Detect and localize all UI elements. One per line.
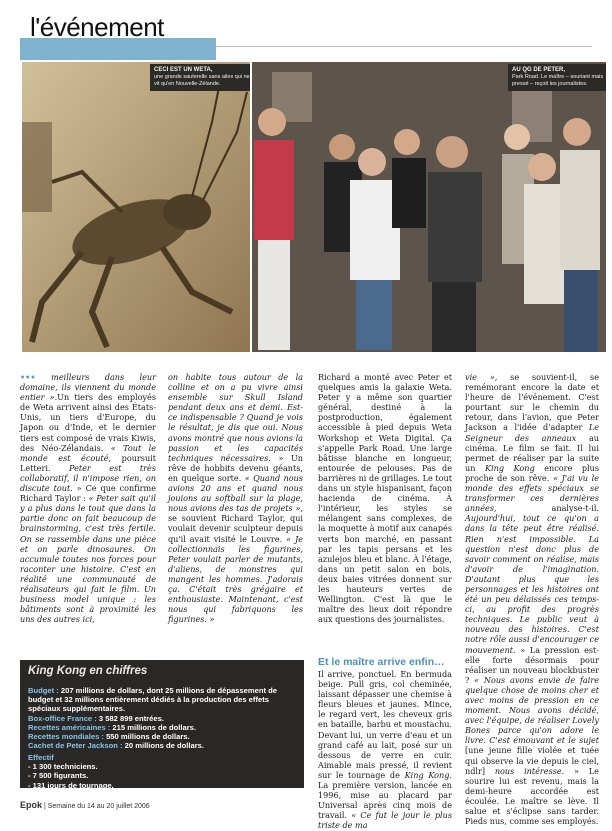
box-figures-list xyxy=(28,686,298,750)
article-column-1 xyxy=(20,372,156,624)
box-line: Cachet de Peter Jackson : 20 millions de dollars. xyxy=(28,741,204,751)
weta-insect-illustration xyxy=(22,62,250,352)
text-segment: King Kong. xyxy=(404,769,452,780)
text-segment: « Ce fut le jour le plus triste de ma xyxy=(318,810,452,831)
effectif-item: - 1 300 techniciens. xyxy=(28,762,98,772)
group-photo xyxy=(252,62,606,352)
issue-date: Semaine du 14 au 20 juillet 2006 xyxy=(47,803,150,810)
text-segment: Un tiers des employés de Weta arrivent ainsi des États-Unis, un tiers d'Europe, du Japon ou d'Inde, et le dernier tiers est composé de vrais Kiwis, des Néo-Zélandais. xyxy=(20,392,157,453)
header-rule xyxy=(216,46,592,47)
group-caption-title: AU QG DE PETER, xyxy=(512,67,566,73)
text-segment: Richard a monté avec Peter et quelques amis la galaxie Weta. Peter y a même son quartier général, destiné à la postproduction, également accessible à pied depuis Weta Workshop et Weta Digital. Ça s'appelle Park Road. Une large bâtisse blanche en longueur, entourée de pelouses. Pas de barrières ni de grillages. Le tout dans un style hispanisant, façon hacienda de cinéma. À l'intérieur, les styles se mélangent sans complexes, de la moquette à motif aux canapés verts bon marché, en passant par les tapis persans et les azulejos bleu et blanc. À l'étage, dans un petit salon en bois, deux baies vitrées donnent sur les hauteurs vertes de Wellington. C'est là que le maître des lieux doit répondre aux questions des journalistes. xyxy=(318,372,452,625)
group-caption-text: Park Road. Le maître – souriant mais pressé – reçoit les journalistes. xyxy=(512,74,604,87)
text-segment: Il arrive, ponctuel. En bermuda beige. Pull gris, col cheminée, laissant dépasser une chemise à fleurs bleues et jaunes. Mince, le regard vert, les cheveux gris en bataille, barbu et moustachu. Devant lui, un verre d'eau et un grand café au lait, posé sur un dessous de verre en cuir. Aimable mais pressé, il revient sur le tournage de xyxy=(318,669,452,780)
text-segment: encore plus proche de son rêve. xyxy=(465,462,599,483)
text-segment: « Je collectionnais les figurines, Peter voulait parler de mutants, d'aliens, de monstres qui mangent les hommes. J'adorais ça. C'était très grégaire et enthousiaste. Maintenant, c'est nous qui fabriquons les figurines. » xyxy=(168,533,303,625)
weta-caption xyxy=(150,64,250,91)
box-line: Budget : 207 millions de dollars, dont 25 millions de dépassement de budget et 32 millions entièrement dédiés à la production des effets spéciaux supplémentaires. xyxy=(28,686,277,714)
text-segment: « Tout le monde est écouté, xyxy=(20,442,156,463)
weta-caption-title: CECI EST UN WETA, xyxy=(154,67,213,73)
text-segment: La première version, lancée en 1996, mise au placard par Universal après cinq mois de travail. xyxy=(318,780,452,821)
effectif-item: - 7 500 figurants. xyxy=(28,771,89,781)
weta-photo xyxy=(22,62,250,352)
subheading: Et le maître arrive enfin… xyxy=(318,656,445,668)
box-title: King Kong en chiffres xyxy=(28,665,148,677)
text-segment: » Un rêve de hobbits devenu géants, en quelque sorte. xyxy=(168,452,303,483)
box-effectif xyxy=(28,753,114,790)
weta-caption-text: une grande sauterelle sans ailes qui ne vit qu'en Nouvelle-Zélande. xyxy=(154,74,250,87)
text-segment: Aujourd'hui, tout ce qu'on a dans la tête peut être réalisé. Rien n'est impossible. La question n'est donc plus de savoir comment on réalise, mais d'avoir de l'imagination. D'autant plus que les personnages et les histoires ont été un peu délaissés ces temps-ci, au profit des progrès techniques. Le public veut à nouveau des histoires. C'est notre rôle aussi d'encourager ce mouvement. xyxy=(465,513,599,655)
box-line: Recettes américaines : 215 millions de dollars. xyxy=(28,722,196,732)
text-segment: Le Seigneur des anneaux xyxy=(465,422,599,443)
article-column-4 xyxy=(465,372,599,826)
text-segment: poursuit Letteri. xyxy=(20,452,156,473)
king-kong-figures-box xyxy=(20,660,304,788)
effectif-item: - 131 jours de tournage. xyxy=(28,780,114,790)
text-segment: nous intéresse. xyxy=(494,765,575,776)
text-segment: » Le sourire lui est revenu, mais la demi-heure accordée est écoulée. Le maître se lève. Il salue et s'éclipse sans tarder. Pieds nus, comme ses employés. xyxy=(465,765,599,827)
box-line: Recettes mondiales : 550 millions de dollars. xyxy=(28,732,190,742)
page-footer: Epok | Semaine du 14 au 20 juillet 2006 xyxy=(20,800,150,810)
text-segment: « J'ai vu le monde des effets spéciaux se transformer ces dernières années, xyxy=(465,472,599,514)
effectif-label: Effectif xyxy=(28,753,54,762)
text-segment: « Peter sait qu'il y a plus dans le tout que dans la partie donc on fait beaucoup de brainstorming, c'est très fertile. On se rassemble dans une pièce et on parle dinosaures. On accumule toutes nos forces pour raconter une histoire. C'est en réalité une communauté de réalisateurs qui fait le film. Un business model unique : les bâtiments sont à proximité les uns des autres ici, xyxy=(20,493,156,625)
article-column-2 xyxy=(168,372,303,624)
text-segment: on habite tous autour de la colline et on a pu vivre ainsi ensemble sur Skull Island pendant deux ans et demi. Est-ce indispensable ? Quand je vois le résultat, je dis que oui. Nous avons montré que nous avions la passion et les capacités techniques nécessaires. xyxy=(168,372,303,463)
text-segment: » Ce que confirme Richard Taylor : xyxy=(20,483,156,504)
text-segment: « Nous avons envie de faire quelque chose de moins cher et avec moins de pression en ce moment. Nous avons décidé, avec l'équipe, de réaliser Lovely Bones parce qu'on adore le livre. C'est émouvant et le sujet xyxy=(465,674,599,746)
article-column-3 xyxy=(318,372,452,624)
lead-bullets: ••• xyxy=(20,372,52,382)
section-title: l'événement xyxy=(30,12,164,42)
text-segment: vie », xyxy=(465,372,511,382)
text-segment: analyse-t-il. xyxy=(551,503,599,514)
text-segment: [une jeune fille violée et tuée qui observe la vie depuis le ciel, ndlr] xyxy=(465,745,599,776)
text-segment: » La pression est-elle forte désormais pour réaliser un nouveau blockbuster ? xyxy=(465,644,600,685)
text-segment: meilleurs dans leur domaine, ils viennent du monde entier ». xyxy=(20,372,157,403)
text-segment: se souvient-il, se remémorant encore la date et l'heure de l'événement. C'est pourtant sur le chemin du retour, dans l'avion, que Peter Jackson a l'idée d'adapter xyxy=(465,372,599,433)
text-segment: King Kong xyxy=(484,462,545,473)
group-caption xyxy=(508,64,606,91)
magazine-brand: Epok xyxy=(20,800,43,810)
article-column-3b xyxy=(318,669,452,831)
text-segment: se souvient Richard Taylor, qui voulait devenir sculpteur depuis qu'il avait visité le Louvre. xyxy=(168,513,303,544)
text-segment: Peter est très collaboratif, il n'impose rien, on discute tout. xyxy=(20,462,156,494)
text-segment: au cinéma. Le film se fait. Il lui permet de réaliser par la suite un xyxy=(465,432,599,473)
group-people-illustration xyxy=(252,62,606,352)
text-segment: « Quand nous avions 20 ans et quand nous jouions au softball sur la plage, nous avions des tas de projets », xyxy=(168,472,303,514)
box-line: Box-office France : 3 582 899 entrées. xyxy=(28,713,164,723)
section-header xyxy=(20,8,592,48)
